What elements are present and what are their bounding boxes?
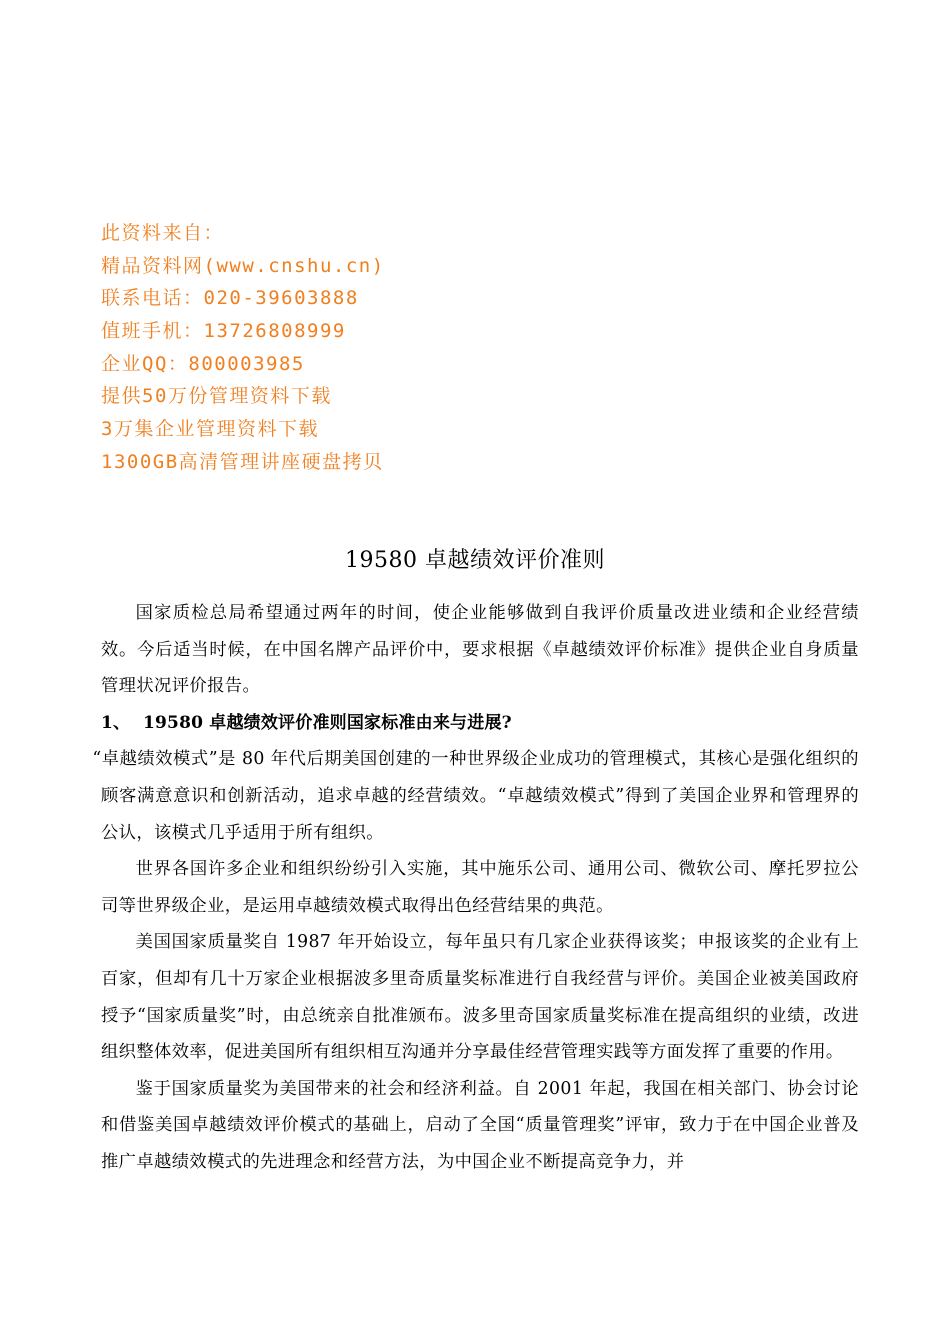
source-line: 3万集企业管理资料下载 xyxy=(101,418,319,441)
body-paragraph: 美国国家质量奖自 1987 年开始设立，每年虽只有几家企业获得该奖；申报该奖的企业有上百家，但却有几十万家企业根据波多里奇质量奖标准进行自我经营与评价。美国企业被美国政府授予“国家质量奖”时，由总统亲自批准颁布。波多里奇国家质量奖标准在提高组织的业绩，改进组织整体效率，促进美国所有组织相互沟通并分享最佳经营管理实践等方面发挥了重要的作用。 xyxy=(101,932,859,1063)
document-body xyxy=(92,595,859,1181)
source-line: 1300GB高清管理讲座硬盘拷贝 xyxy=(101,450,384,473)
source-line: 联系电话：020-39603888 xyxy=(101,287,359,310)
source-line: 精品资料网(www.cnshu.cn) xyxy=(101,254,385,277)
body-paragraph: 世界各国许多企业和组织纷纷引入实施，其中施乐公司、通用公司、微软公司、摩托罗拉公司等世界级企业，是运用卓越绩效模式取得出色经营结果的典范。 xyxy=(101,859,859,916)
section-heading xyxy=(101,705,859,742)
document-title: 19580 卓越绩效评价准则 xyxy=(345,548,605,573)
source-notice xyxy=(101,217,701,479)
body-paragraph: 鉴于国家质量奖为美国带来的社会和经济利益。自 2001 年起，我国在相关部门、协会讨论和借鉴美国卓越绩效评价模式的基础上，启动了全国“质量管理奖”评审，致力于在中国企业普及推广卓越绩效模式的先进理念和经营方法，为中国企业不断提高竞争力，并 xyxy=(101,1078,859,1172)
body-paragraph: “卓越绩效模式”是 80 年代后期美国创建的一种世界级企业成功的管理模式，其核心是强化组织的顾客满意意识和创新活动，追求卓越的经营绩效。“卓越绩效模式”得到了美国企业界和管理界的公认，该模式几乎适用于所有组织。 xyxy=(92,749,859,843)
section-number: 1、 xyxy=(101,712,131,733)
source-line: 值班手机：13726808999 xyxy=(101,320,346,343)
intro-paragraph: 国家质检总局希望通过两年的时间，使企业能够做到自我评价质量改进业绩和企业经营绩效。今后适当时候，在中国名牌产品评价中，要求根据《卓越绩效评价标准》提供企业自身质量管理状况评价报告。 xyxy=(101,603,859,697)
section-title: 19580 卓越绩效评价准则国家标准由来与进展? xyxy=(143,712,512,733)
source-line: 此资料来自： xyxy=(101,222,225,244)
source-line: 提供50万份管理资料下载 xyxy=(101,385,332,408)
source-line: 企业QQ：800003985 xyxy=(101,352,305,375)
